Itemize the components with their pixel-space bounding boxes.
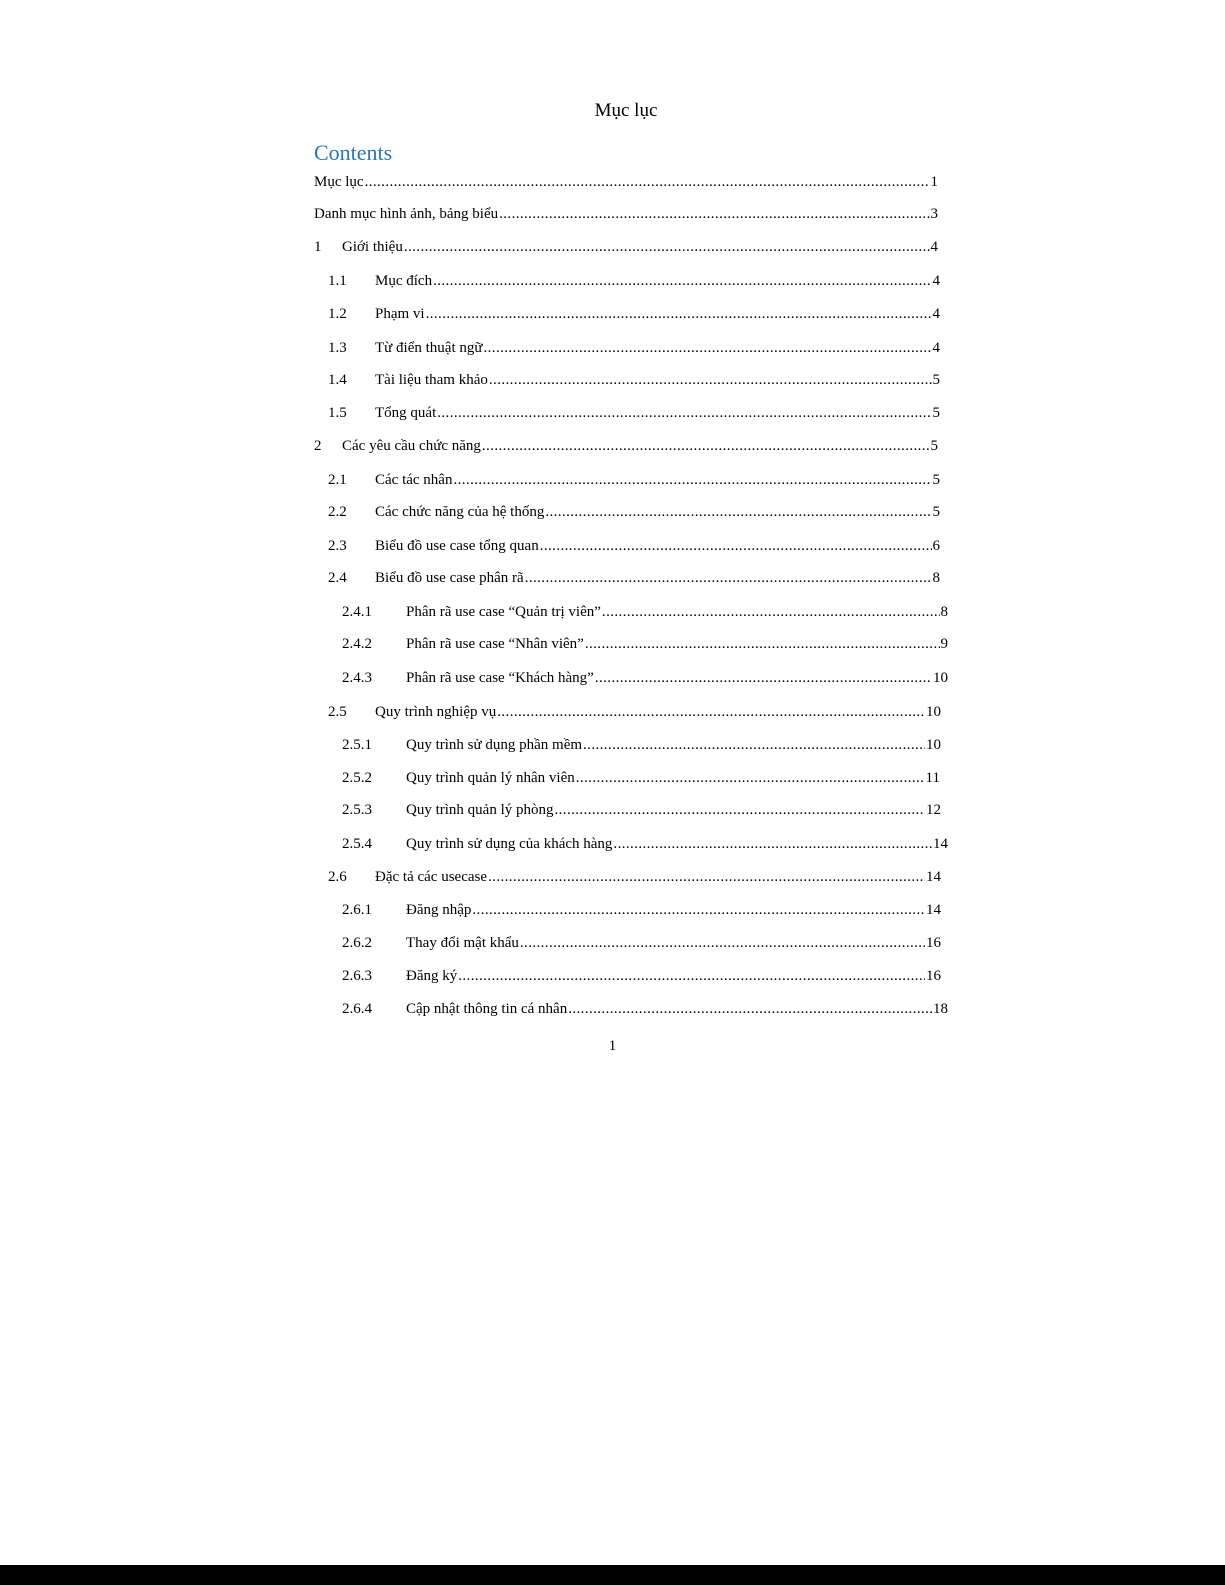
toc-dot-leader — [482, 436, 930, 456]
toc-entry-page: 4 — [932, 340, 940, 356]
toc-entry-label: Đăng nhập — [406, 902, 472, 918]
toc-entry[interactable] — [328, 370, 940, 390]
toc-entry-number: 2.4.3 — [342, 670, 372, 686]
toc-entry-label: Danh mục hình ảnh, bảng biểu — [314, 206, 499, 222]
toc-entry-label: Phạm vi — [375, 306, 425, 322]
toc-entry-number: 2.4 — [328, 570, 347, 586]
toc-entry-number: 2.5.3 — [342, 802, 372, 818]
toc-entry-label: Các yêu cầu chức năng — [342, 438, 481, 454]
toc-dot-leader — [613, 834, 932, 854]
toc-entry-number: 2.5.4 — [342, 836, 372, 852]
toc-entry-page: 4 — [932, 273, 940, 289]
toc-entry-label: Phân rã use case “Khách hàng” — [406, 670, 594, 686]
toc-dot-leader — [595, 668, 932, 688]
toc-dot-leader — [545, 502, 931, 522]
toc-entry-page: 4 — [932, 306, 940, 322]
toc-entry-number: 1.3 — [328, 340, 347, 356]
toc-entry-label: Các tác nhân — [375, 472, 453, 488]
page-bottom-edge — [0, 1565, 1225, 1585]
toc-entry-number: 1.5 — [328, 405, 347, 421]
toc-entry[interactable] — [328, 338, 940, 358]
toc-dot-leader — [453, 470, 931, 490]
toc-entry-page: 14 — [926, 902, 941, 918]
toc-entry-label: Quy trình nghiệp vụ — [375, 704, 497, 720]
toc-dot-leader — [365, 172, 930, 192]
toc-entry-number: 2.1 — [328, 472, 347, 488]
toc-dot-leader — [583, 735, 925, 755]
toc-entry-page: 9 — [940, 636, 948, 652]
toc-entry-label: Quy trình quản lý nhân viên — [406, 770, 575, 786]
toc-entry[interactable] — [342, 933, 941, 953]
toc-entry-number: 2.2 — [328, 504, 347, 520]
toc-entry-label: Phân rã use case “Nhân viên” — [406, 636, 584, 652]
toc-dot-leader — [555, 800, 926, 820]
toc-dot-leader — [426, 304, 932, 324]
toc-entry[interactable] — [342, 735, 941, 755]
toc-dot-leader — [499, 204, 929, 224]
toc-entry-number: 2.4.1 — [342, 604, 372, 620]
toc-entry-label: Mục lục — [314, 174, 364, 190]
toc-entry-page: 16 — [926, 935, 941, 951]
toc-entry-number: 2.6.4 — [342, 1001, 372, 1017]
toc-dot-leader — [488, 867, 925, 887]
toc-entry-page: 4 — [930, 239, 938, 255]
toc-entry-number: 1.1 — [328, 273, 347, 289]
toc-entry-label: Quy trình sử dụng phần mềm — [406, 737, 583, 753]
toc-entry-page: 12 — [926, 802, 941, 818]
toc-entry-page: 11 — [925, 770, 940, 786]
toc-dot-leader — [520, 933, 925, 953]
toc-dot-leader — [576, 768, 925, 788]
toc-entry-number: 2.5.1 — [342, 737, 372, 753]
toc-entry-page: 1 — [930, 174, 938, 190]
toc-entry-number: 2.6.1 — [342, 902, 372, 918]
toc-dot-leader — [497, 702, 925, 722]
toc-entry-number: 2.5 — [328, 704, 347, 720]
toc-dot-leader — [433, 271, 931, 291]
toc-entry[interactable] — [328, 304, 940, 324]
toc-entry-label: Biểu đồ use case phân rã — [375, 570, 524, 586]
toc-dot-leader — [437, 403, 931, 423]
toc-entry-number: 2.6.3 — [342, 968, 372, 984]
toc-entry[interactable] — [328, 867, 941, 887]
toc-entry-page: 3 — [930, 206, 938, 222]
toc-entry-number: 2.6 — [328, 869, 347, 885]
toc-entry-number: 2.6.2 — [342, 935, 372, 951]
toc-entry-number: 2.3 — [328, 538, 347, 554]
document-title: Mục lục — [594, 100, 658, 121]
toc-entry[interactable] — [342, 966, 941, 986]
toc-entry-label: Quy trình sử dụng của khách hàng — [406, 836, 613, 852]
toc-dot-leader — [585, 634, 940, 654]
toc-entry-label: Đặc tả các usecase — [375, 869, 488, 885]
toc-entry-page: 5 — [932, 372, 940, 388]
toc-entry[interactable] — [342, 800, 941, 820]
toc-entry-label: Quy trình quản lý phòng — [406, 802, 554, 818]
toc-entry-page: 14 — [933, 836, 948, 852]
toc-entry-page: 10 — [926, 737, 941, 753]
toc-entry-label: Các chức năng của hệ thống — [375, 504, 545, 520]
toc-entry-page: 8 — [932, 570, 940, 586]
toc-entry-label: Thay đổi mật khẩu — [406, 935, 519, 951]
toc-entry-label: Phân rã use case “Quản trị viên” — [406, 604, 601, 620]
toc-entry-page: 18 — [933, 1001, 948, 1017]
toc-entry[interactable] — [342, 668, 948, 688]
toc-entry-label: Cập nhật thông tin cá nhân — [406, 1001, 568, 1017]
toc-entry-label: Giới thiệu — [342, 239, 403, 255]
toc-entry[interactable] — [328, 502, 940, 522]
toc-entry-page: 16 — [926, 968, 941, 984]
toc-entry-page: 6 — [932, 538, 940, 554]
toc-entry[interactable] — [328, 536, 940, 556]
toc-entry-number: 2 — [314, 438, 322, 454]
toc-entry[interactable] — [342, 999, 948, 1019]
toc-entry[interactable] — [342, 834, 948, 854]
toc-entry[interactable] — [314, 436, 938, 456]
toc-dot-leader — [568, 999, 932, 1019]
toc-entry-page: 5 — [932, 472, 940, 488]
toc-entry-label: Từ điển thuật ngữ — [375, 340, 483, 356]
toc-entry-number: 1.2 — [328, 306, 347, 322]
toc-entry[interactable] — [342, 900, 941, 920]
toc-entry[interactable] — [328, 403, 940, 423]
toc-entry-page: 5 — [930, 438, 938, 454]
toc-dot-leader — [458, 966, 925, 986]
toc-dot-leader — [404, 237, 930, 257]
toc-entry-label: Biểu đồ use case tổng quan — [375, 538, 539, 554]
toc-entry[interactable] — [314, 204, 938, 224]
toc-entry[interactable] — [342, 768, 940, 788]
toc-entry-page: 14 — [926, 869, 941, 885]
toc-entry[interactable] — [328, 568, 940, 588]
toc-entry-number: 1.4 — [328, 372, 347, 388]
toc-entry-page: 10 — [933, 670, 948, 686]
toc-entry-label: Tài liệu tham khảo — [375, 372, 488, 388]
toc-dot-leader — [489, 370, 932, 390]
toc-entry-page: 5 — [932, 405, 940, 421]
toc-entry-number: 2.4.2 — [342, 636, 372, 652]
toc-entry[interactable] — [342, 634, 948, 654]
toc-entry-page: 5 — [932, 504, 940, 520]
toc-dot-leader — [602, 602, 940, 622]
toc-dot-leader — [472, 900, 925, 920]
toc-entry-page: 10 — [926, 704, 941, 720]
toc-entry-number: 2.5.2 — [342, 770, 372, 786]
toc-entry[interactable] — [314, 237, 938, 257]
toc-dot-leader — [540, 536, 932, 556]
page-number: 1 — [608, 1038, 617, 1054]
toc-dot-leader — [484, 338, 932, 358]
toc-entry[interactable] — [328, 702, 941, 722]
toc-entry-label: Mục đích — [375, 273, 433, 289]
contents-heading: Contents — [314, 140, 393, 165]
toc-entry[interactable] — [314, 172, 938, 192]
toc-entry[interactable] — [342, 602, 948, 622]
toc-dot-leader — [525, 568, 932, 588]
toc-entry-number: 1 — [314, 239, 322, 255]
toc-entry-label: Tổng quát — [375, 405, 437, 421]
toc-entry[interactable] — [328, 470, 940, 490]
toc-entry[interactable] — [328, 271, 940, 291]
toc-entry-label: Đăng ký — [406, 968, 458, 984]
toc-entry-page: 8 — [940, 604, 948, 620]
